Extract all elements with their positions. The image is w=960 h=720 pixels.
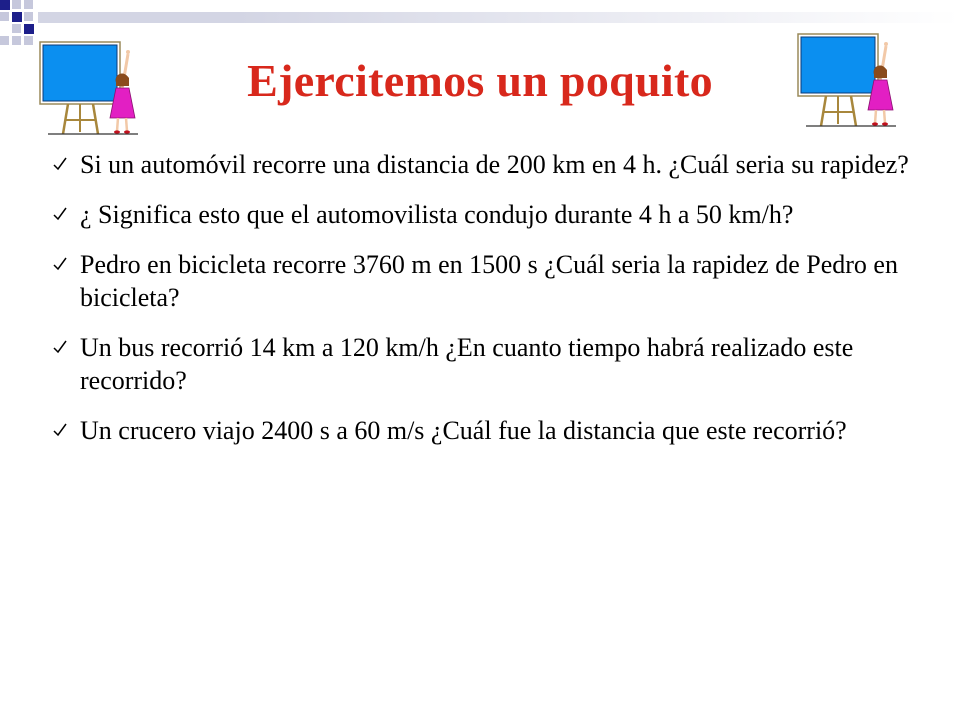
bullet-text: ¿ Significa esto que el automovilista condujo durante 4 h a 50 km/h? (80, 200, 794, 229)
slide-title: Ejercitemos un poquito (247, 55, 713, 106)
check-icon (52, 156, 68, 172)
check-icon (52, 206, 68, 222)
top-rule-bar (38, 12, 960, 23)
check-icon (52, 256, 68, 272)
bullet-item-2 (52, 198, 932, 231)
bullet-list (52, 148, 932, 464)
bullet-item-4 (52, 331, 932, 397)
bullet-item-1 (52, 148, 932, 181)
check-icon (52, 422, 68, 438)
check-icon (52, 339, 68, 355)
bullet-item-5 (52, 414, 932, 447)
bullet-text: Un crucero viajo 2400 s a 60 m/s ¿Cuál fue la distancia que este recorrió? (80, 416, 847, 445)
bullet-text: Un bus recorrió 14 km a 120 km/h ¿En cuanto tiempo habrá realizado este recorrido? (80, 333, 854, 395)
girl-at-blackboard-icon (796, 32, 896, 128)
bullet-text: Pedro en bicicleta recorre 3760 m en 1500 s ¿Cuál seria la rapidez de Pedro en bicicleta? (80, 250, 898, 312)
bullet-item-3 (52, 248, 932, 314)
bullet-text: Si un automóvil recorre una distancia de 200 km en 4 h. ¿Cuál seria su rapidez? (80, 150, 909, 179)
